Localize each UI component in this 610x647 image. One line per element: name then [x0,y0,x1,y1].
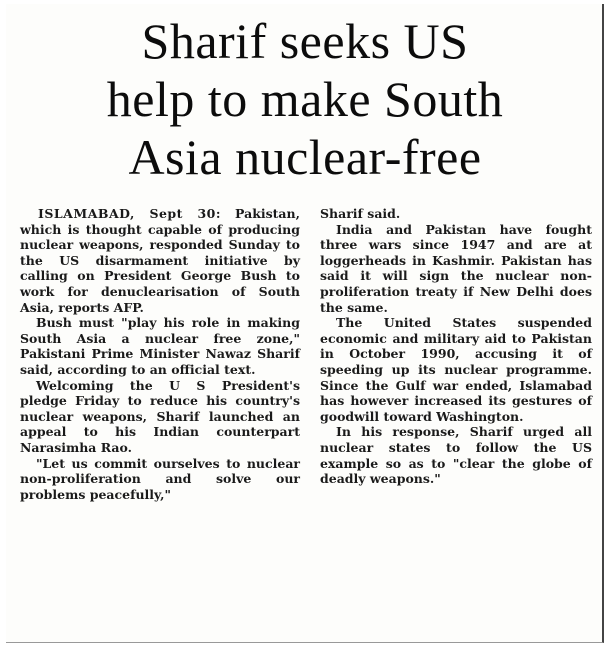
article-column-right [320,206,592,487]
paragraph-6: The United States suspended economic and military aid to Pakistan in October 1990, accusing it of speeding up its nuclear programme. Since the Gulf war ended, Islamabad has however increased its gestures of goodwill toward Washington. [320,315,592,424]
paragraph-4-continued: Sharif said. [320,206,401,221]
headline-line-1: Sharif seeks US [141,13,469,69]
paragraph-7: In his response, Sharif urged all nuclear states to follow the US example so as to "clear the globe of deadly weapons." [320,424,592,487]
article-column-left [20,206,300,502]
headline [6,12,604,186]
paragraph-1-text: Pakistan, which is thought capable of producing nuclear weapons, responded Sunday to the US disarmament initiative by calling on President George Bush to work for denuclearisation of South Asia, reports AFP. [20,206,300,315]
dateline: ISLAMABAD, Sept 30: [38,206,221,221]
paragraph-1 [20,206,300,315]
headline-line-3: Asia nuclear-free [128,129,482,185]
paragraph-2: Bush must "play his role in making South Asia a nuclear free zone," Pakistani Prime Minister Nawaz Sharif said, according to an official text. [20,315,300,377]
headline-line-2: help to make South [106,71,504,127]
paragraph-5: India and Pakistan have fought three wars since 1947 and are at loggerheads in Kashmir. Pakistan has said it will sign the nuclear non-proliferation treaty if New Delhi does the same. [320,221,592,315]
paragraph-3: Welcoming the U S President's pledge Friday to reduce his country's nuclear weapons, Sharif launched an appeal to his Indian counterpart Narasimha Rao. [20,377,300,455]
paragraph-4: "Let us commit ourselves to nuclear non-proliferation and solve our problems peacefully," [20,455,300,502]
